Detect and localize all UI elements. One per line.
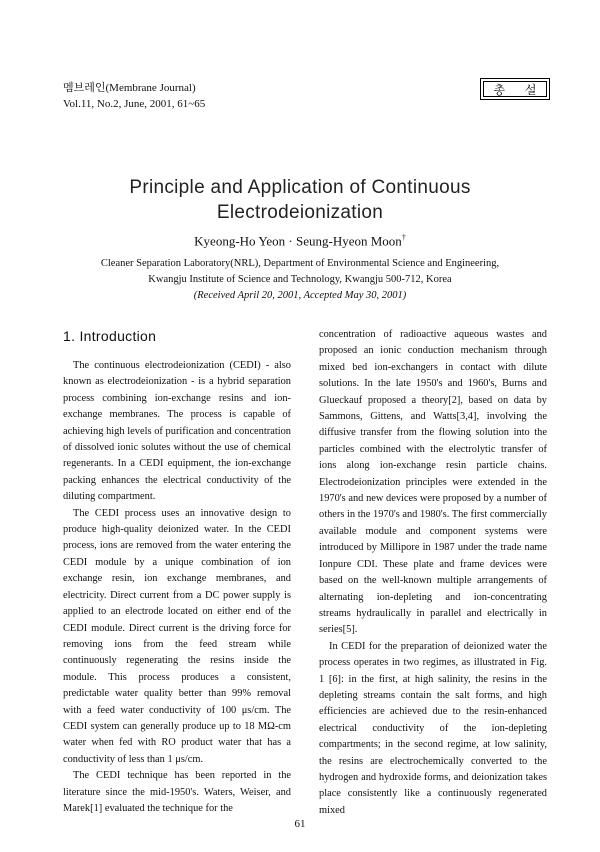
title-line-2: Electrodeionization [216,202,384,223]
journal-header [63,80,205,112]
corresponding-mark: † [401,233,406,242]
received-dates: (Received April 20, 2001, Accepted May 30, 2001) [193,290,407,301]
journal-name: 멤브레인(Membrane Journal) [63,82,196,94]
left-column [63,327,291,817]
title-line-1: Principle and Application of Continuous [129,177,471,198]
paragraph: In CEDI for the preparation of deionized water the process operates in two regimes, as illustrated in Fig. 1 [6]: in the first, at high salinity, the resins in the depleting streams contain the salt forms, and high efficiencies are achieved due to the resin-enhanced electrical conductivity of the ion-depleting compartments; in the second regime, at low salinity, the resins are electrochemically converted to the hydrogen and hydroxide forms, and deionization takes place consistently like a continuously regenerated mixed [319,640,547,816]
paragraph: concentration of radioactive aqueous wastes and proposed an ionic conduction mechanism through mixed bed ion-exchangers in contact with dilute solutions. In the late 1950's and 1960's, Burns and Glueckauf proposed a theory[2], based on data by Sammons, Gittens, and Watts[3,4], involving the diffusive transfer from the flowing solution into the particles combined with the electrolytic transfer of ions along ion-exchange resin particle chains. Electrodeionization principles were extended in the 1970's and new devices were proposed by a number of others in the 1970's and 1980's. The first commercially available module and component systems were introduced by Millipore in 1987 under the trade name Ionpure CDI. These plate and frame devices were based on the well-known multiple arrangements of alternating ion-depleting and ion-concentrating streams hydraulically in parallel and electrically in series[5]. [319,329,547,636]
author-names: Kyeong-Ho Yeon · Seung-Hyeon Moon [194,233,402,249]
section-heading: 1. Introduction [63,328,157,344]
authors [0,233,600,249]
right-column [319,327,547,819]
volume-info: Vol.11, No.2, June, 2001, 61~65 [63,98,206,110]
paragraph: The continuous electrodeionization (CEDI) - also known as electrodeionization - is a hybrid separation process combining ion-exchange resins and ion-exchange membranes. The process is capable of achieving high levels of purification and concentration of dissolved ionic solutes without the use of chemical regenerants. In a CEDI equipment, the ion-exchange packing enhances the electrical conductivity of the diluting compartment. [63,360,291,503]
affiliation [0,256,600,304]
article-type-badge [480,78,550,100]
paper-title [0,175,600,225]
paragraph: The CEDI technique has been reported in the literature since the mid-1950's. Waters, Weiser, and Marek[1] evaluated the technique for the [63,770,291,814]
article-type-label: 총 설 [483,81,547,97]
page-number: 61 [294,818,306,830]
affiliation-line-2: Kwangju Institute of Science and Technology, Kwangju 500-712, Korea [148,274,452,285]
paragraph: The CEDI process uses an innovative design to produce high-quality deionized water. In the CEDI process, ions are removed from the water entering the CEDI module by a unique combination of ion exchange resin, ion exchange membranes, and electricity. Direct current from a DC power supply is applied to an electrode located on either end of the CEDI module. Direct current is the driving force for removing ions from the feed stream while continuously regenerating the resins inside the module. This process produces a consistent, predictable water quality better than 99% removal with a feed water conductivity of 100 μs/cm. The CEDI system can generally produce up to 18 MΩ-cm water when fed with RO product water that has a conductivity of less than 1 μs/cm. [63,507,291,765]
affiliation-line-1: Cleaner Separation Laboratory(NRL), Department of Environmental Science and Engineering, [100,258,500,269]
